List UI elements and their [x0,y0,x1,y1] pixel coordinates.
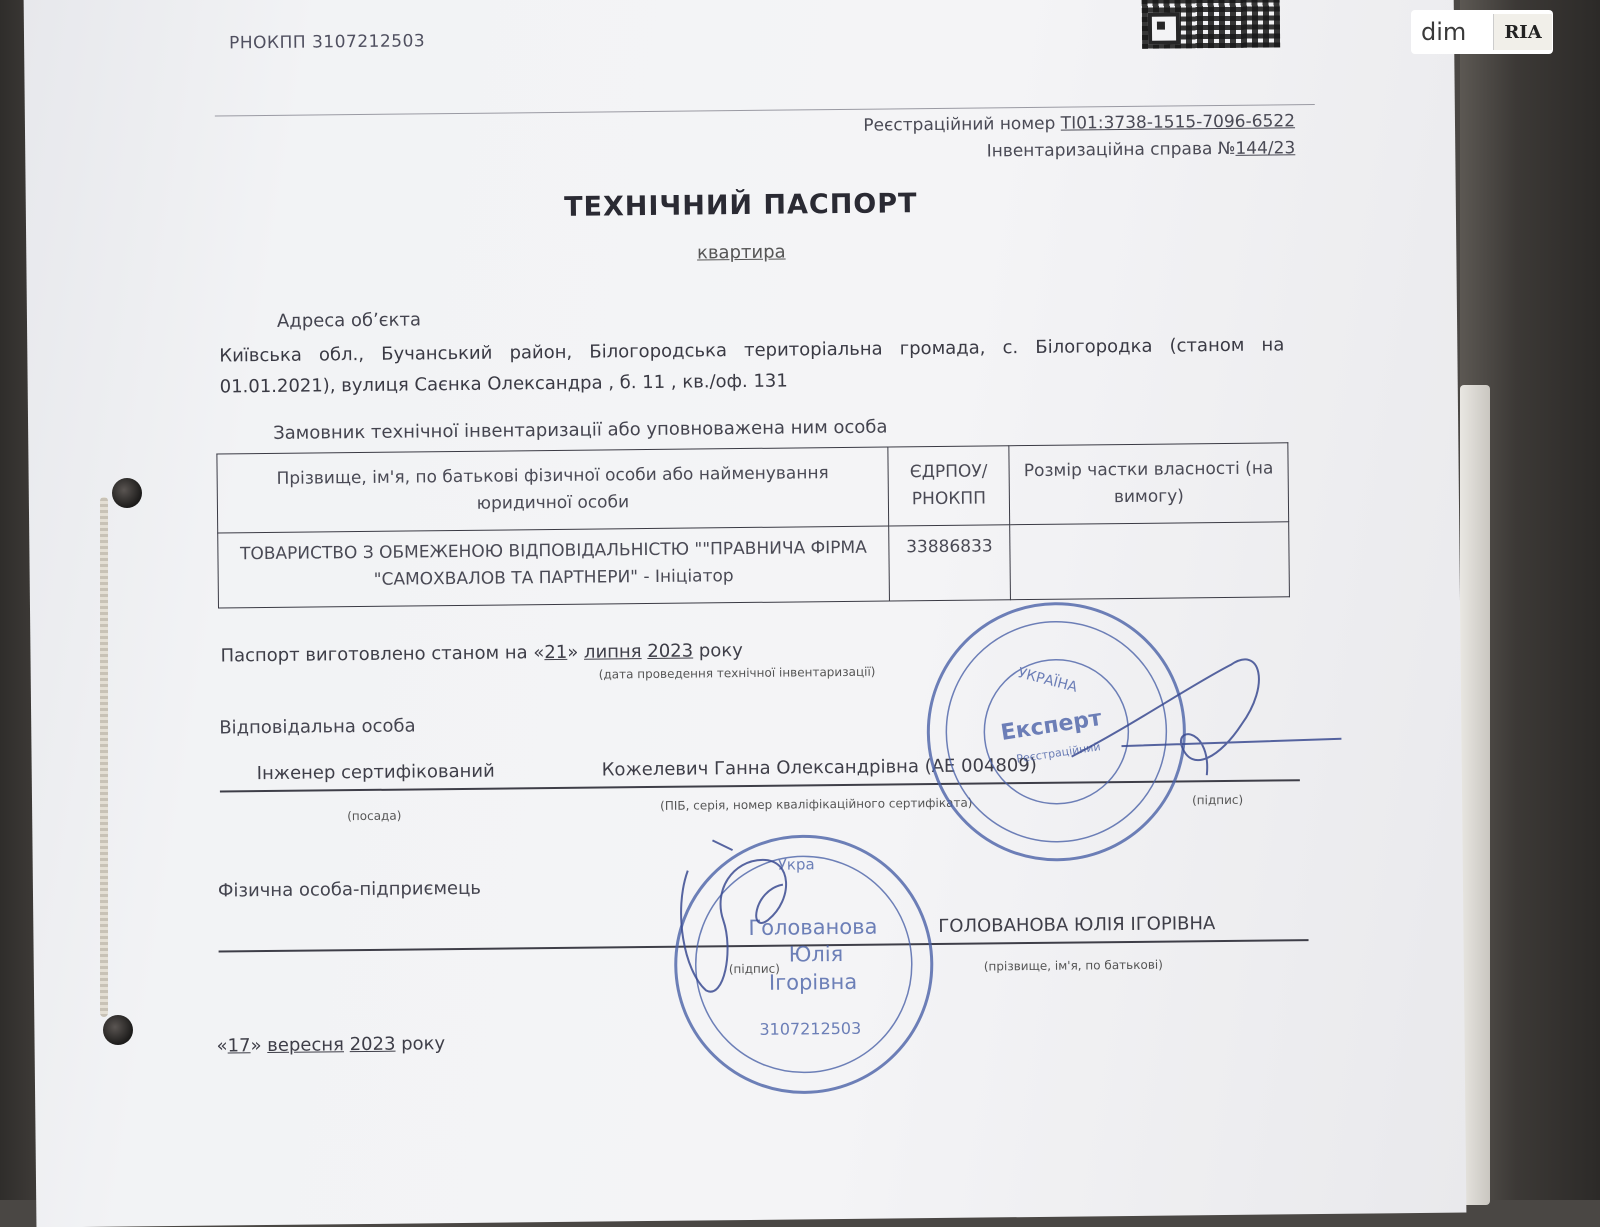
caption-full-name: (прізвище, ім'я, по батькові) [983,957,1163,974]
row-name: ТОВАРИСТВО З ОБМЕЖЕНОЮ ВІДПОВІДАЛЬНІСТЮ ""ПРАВНИЧА ФІРМА "САМОХВАЛОВ ТА ПАРТНЕРИ" - Ініціатор [218,526,890,608]
passport-year: 2023 [647,640,694,663]
header-share: Розмір частки власності (на вимогу) [1009,443,1289,525]
engineer-name: Кожелевич Ганна Олександрівна (АЕ 004809) [601,754,1037,781]
binding-hole-top [112,478,142,508]
document-title: ТЕХНІЧНИЙ ПАСПОРТ [563,188,918,223]
final-day: 17 [227,1035,251,1057]
engineer-signature [1071,658,1342,776]
expert-stamp [927,602,1186,861]
document-subtitle: квартира [696,241,786,264]
binding-hole-bottom [103,1015,133,1045]
registration-number: ТІ01:3738-1515-7096-6522 [1060,111,1296,134]
passport-date-caption: (дата проведення технічної інвентаризації) [598,664,876,682]
logo-dim-text: dim [1421,18,1467,46]
header-name: Прізвище, ім'я, по батькові фізичної особи або найменування юридичної особи [217,447,889,533]
table-header-row [217,443,1289,533]
inventory-label: Інвентаризаційна справа № [986,138,1236,162]
caption-position: (посада) [347,808,402,824]
passport-month: липня [583,641,642,663]
registration-label: Реєстраційний номер [863,113,1061,136]
address-label: Адреса об’єкта [276,309,422,332]
caption-signature-engineer: (підпис) [1191,792,1244,808]
document-page [24,0,1467,1227]
row-code: 33886833 [889,525,1011,601]
fop-stamp-name1: Голованова [748,914,878,940]
fop-stamp-name2: Юлія [788,941,844,967]
qr-code-icon [1142,0,1281,49]
fop-label: Фізична особа-підприємець [217,877,482,902]
customer-label: Замовник технічної інвентаризації або уповноважена ним особа [273,416,888,444]
address-text: Київська обл., Бучанський район, Білогородська територіальна громада, с. Білогородка (станом на 01.01.2021), вулиця Саєнка Олександра , б. 11 , кв./оф. 131 [219,334,1285,398]
signature-line-fop [219,939,1309,952]
inventory-number: 144/23 [1235,138,1296,159]
row-share [1010,522,1290,600]
fop-stamp [674,835,933,1094]
binding-string [100,497,108,1017]
logo-ria-text: RIA [1493,14,1552,50]
header-rnokpp: РНОКПП 3107212503 [228,31,426,54]
engineer-position: Інженер сертифікований [256,760,495,785]
customer-table [216,442,1290,608]
final-month: вересня [267,1034,345,1057]
fop-stamp-id: 3107212503 [759,1018,862,1039]
registration-number-line [863,111,1295,136]
stamp-expert-word: Експерт [999,705,1104,746]
stamp-country: УКРАЇНА [1016,665,1079,696]
dimria-logo [1411,10,1553,54]
header-code: ЄДРПОУ/ РНОКПП [888,446,1010,526]
caption-certificate: (ПІБ, серія, номер кваліфікаційного сертифіката) [660,795,973,813]
final-year: 2023 [349,1033,396,1056]
fop-name: ГОЛОВАНОВА ЮЛІЯ ІГОРІВНА [938,913,1216,937]
table-row [218,522,1290,608]
stamp-expert-sub: Реєстраційний [1015,740,1102,766]
fop-stamp-name3: Ігорівна [768,969,858,995]
passport-day: 21 [544,641,568,664]
responsible-label: Відповідальна особа [219,715,416,739]
fop-stamp-top: Укра [777,855,815,874]
final-date: «17» вересня 2023 року [216,1033,446,1057]
passport-date: Паспорт виготовлено станом на «21» липня 2023 року [220,640,743,667]
inventory-case-line [987,138,1296,161]
caption-signature-fop: (підпис) [728,961,780,977]
